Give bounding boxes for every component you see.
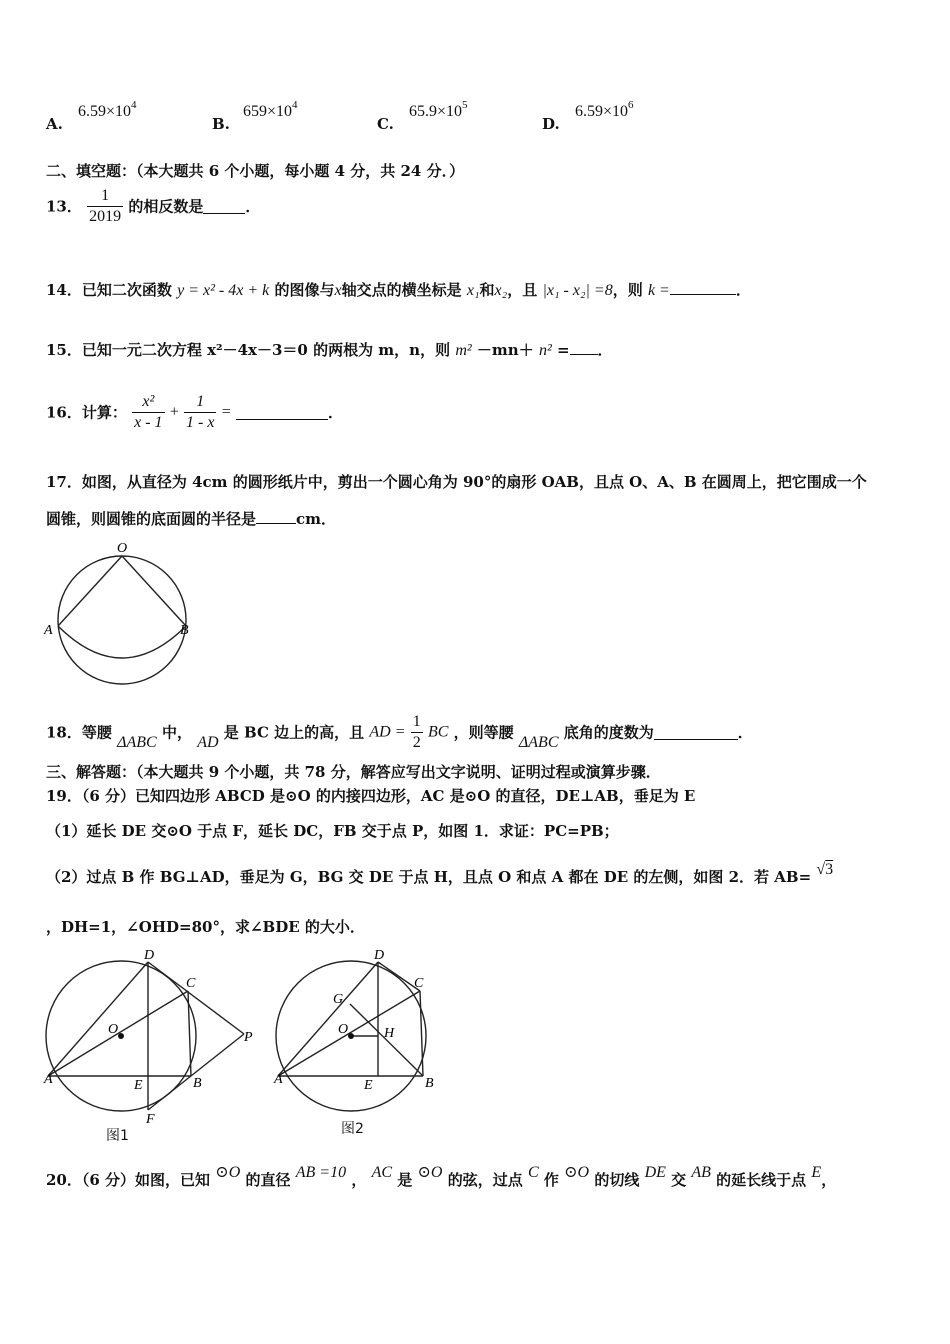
q18: 18．等腰 ΔABC 中， AD 是 BC 边上的高，且 AD = $\frac{1}{2}$ BC ，则等腰 ΔABC 底角的度数为 ． — [46, 713, 753, 751]
fig2-label-e: E — [364, 1078, 373, 1093]
fig2-caption: 图2 — [341, 1121, 364, 1137]
q14: 14．已知二次函数 y = x² - 4x + k 的图像与x轴交点的横坐标是 x₁和x₂，且 |x₁ - x₂| =8，则 k = ． — [46, 281, 751, 299]
q20: 20．（6 分）如图，已知 ⊙O 的直径 AB =10 ， AC 是 ⊙O 的弦，过点 C 作 ⊙O 的切线 DE 交 AB 的延长线于点 E， — [46, 1164, 837, 1189]
option-c: C. — [377, 115, 394, 133]
fig1-label-e: E — [134, 1078, 143, 1093]
option-b-value: $659\times 10^4$ — [243, 99, 298, 120]
fig2-label-d: D — [374, 948, 385, 963]
fig2-label-b: B — [425, 1076, 434, 1091]
fig1-line-dp — [148, 962, 244, 1034]
figure-1 — [40, 945, 265, 1145]
fig17-circle — [58, 556, 186, 684]
fig1-caption: 图1 — [106, 1128, 129, 1144]
q19-line4: ，DH=1，∠OHD=80°，求∠BDE 的大小． — [46, 918, 365, 936]
fig17-arc-ab — [58, 626, 186, 658]
fig2-label-h: H — [384, 1026, 395, 1041]
fig2-line-ac — [278, 991, 420, 1076]
fig1-label-o: O — [108, 1022, 119, 1037]
fig1-line-cb — [188, 991, 191, 1076]
option-d-value: $6.59\times 10^6$ — [575, 99, 634, 120]
option-c-value: $65.9\times 10^5$ — [409, 99, 468, 120]
fig2-label-c: C — [414, 976, 424, 991]
fig17-line-oa — [58, 556, 122, 626]
option-b: B. — [212, 115, 230, 133]
q13: 13． $\frac{1}{2019}$ 的相反数是 ． — [46, 187, 261, 225]
fig1-label-b: B — [193, 1076, 202, 1091]
fig17-label-a: A — [44, 623, 53, 638]
option-d: D. — [542, 115, 560, 133]
section3-title: 三、解答题：（本大题共 9 个小题，共 78 分，解答应写出文字说明、证明过程或演算步骤． — [46, 763, 661, 781]
q16: 16．计算： $\frac{\text{x²}}{x - 1}$ + $\frac{1}{1 - x}$ = ． — [46, 393, 343, 431]
q19-line1: 19．（6 分）已知四边形 ABCD 是⊙O 的内接四边形，AC 是⊙O 的直径，DE⊥AB，垂足为 E — [46, 787, 696, 805]
figure-q17 — [40, 540, 200, 690]
fig1-center — [118, 1033, 124, 1039]
q17-line2: 圆锥，则圆锥的底面圆的半径是 cm． — [46, 510, 337, 528]
fig1-line-ad — [48, 962, 148, 1076]
section2-title: 二、填空题：（本大题共 6 个小题，每小题 4 分，共 24 分．） — [46, 162, 465, 180]
fig17-line-ob — [122, 556, 186, 626]
fig1-label-f: F — [146, 1112, 155, 1127]
figure-2 — [270, 945, 445, 1120]
fig2-center — [348, 1033, 354, 1039]
fig1-label-p: P — [244, 1030, 253, 1045]
q17-line1: 17．如图，从直径为 4cm 的圆形纸片中，剪出一个圆心角为 90°的扇形 OAB，且点 O、A、B 在圆周上，把它围成一个 — [46, 473, 867, 491]
fig1-label-d: D — [144, 948, 155, 963]
fig17-label-o: O — [117, 541, 128, 556]
fig1-label-a: A — [44, 1072, 53, 1087]
option-a: A. — [46, 115, 63, 133]
fig2-label-o: O — [338, 1022, 349, 1037]
fig1-label-c: C — [186, 976, 196, 991]
fig2-line-ad — [278, 962, 378, 1076]
option-a-value: $6.59\times 10^4$ — [78, 99, 137, 120]
fig2-label-g: G — [333, 992, 344, 1007]
fig17-label-b: B — [180, 623, 189, 638]
q19-line2: （1）延长 DE 交⊙O 于点 F，延长 DC，FB 交于点 P，如图 1．求证：PC=PB； — [46, 822, 619, 840]
q15: 15．已知一元二次方程 x²－4x－3＝0 的两根为 m，n，则 m² －mn＋ n² = ． — [46, 341, 613, 359]
fig2-label-a: A — [274, 1072, 283, 1087]
q19-line3: （2）过点 B 作 BG⊥AD，垂足为 G，BG 交 DE 于点 H，且点 O 和点 A 都在 DE 的左侧，如图 2．若 AB= √3 — [46, 861, 834, 886]
